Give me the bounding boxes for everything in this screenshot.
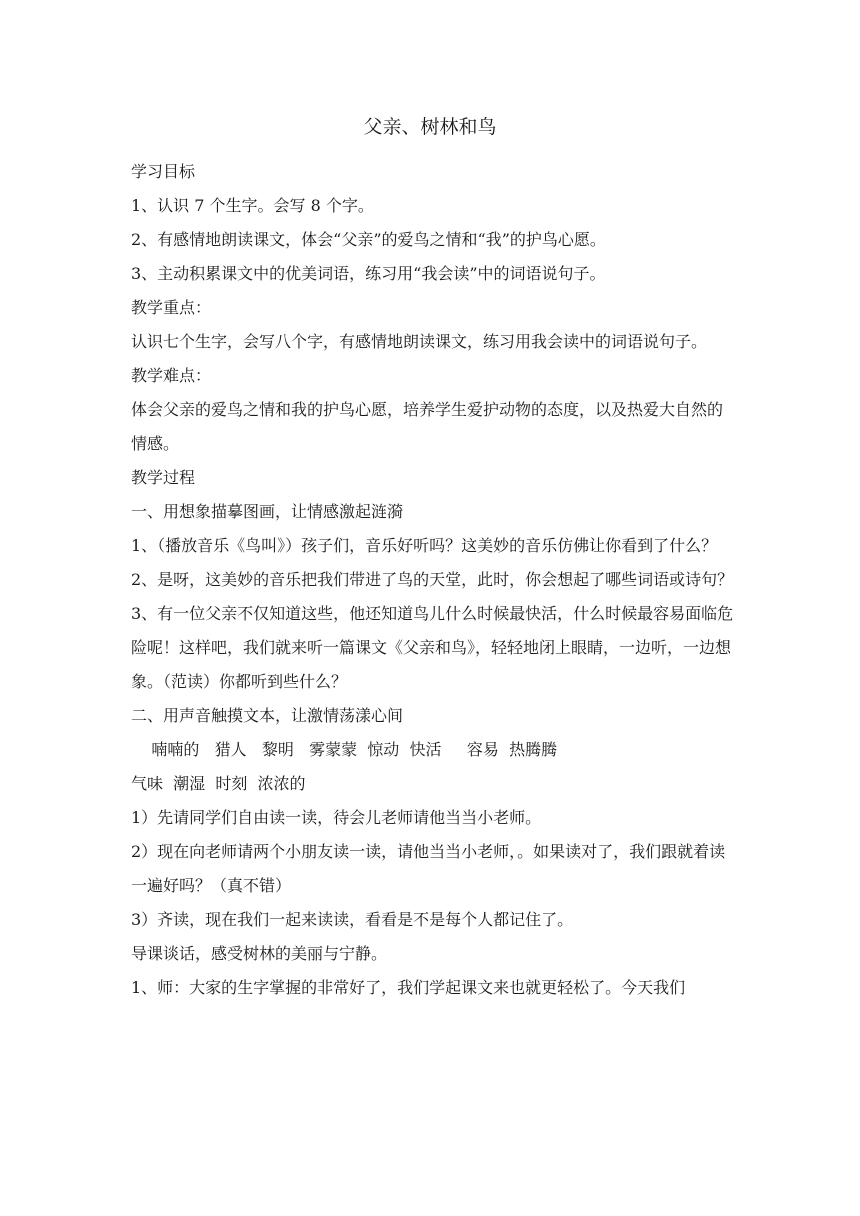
- paragraph: 1）先请同学们自由读一读，待会儿老师请他当当小老师。: [131, 808, 542, 827]
- document-title: 父亲、树林和鸟: [363, 116, 497, 138]
- document-body: [131, 155, 735, 1005]
- paragraph: 2、是呀，这美妙的音乐把我们带进了鸟的天堂，此时，你会想起了哪些词语或诗句？: [131, 570, 734, 589]
- section-heading-key-points: 教学重点：: [131, 298, 212, 317]
- section-heading-objectives: 学习目标: [131, 162, 196, 181]
- section-heading-process: 教学过程: [131, 468, 196, 487]
- paragraph: 二、用声音触摸文本，让激情荡漾心间: [131, 706, 404, 725]
- paragraph: 体会父亲的爱鸟之情和我的护鸟心愿，培养学生爱护动物的态度，以及热爱大自然的情感。: [131, 400, 724, 453]
- paragraph: 1、（播放音乐《鸟叫》）孩子们，音乐好听吗？这美妙的音乐仿佛让你看到了什么？: [131, 536, 718, 555]
- paragraph: 3、有一位父亲不仅知道这些，他还知道鸟儿什么时候最快活，什么时候最容易面临危险呢！这样吧，我们就来听一篇课文《父亲和鸟》，轻轻地闭上眼睛，一边听，一边想象。（范读）你都听到些什么？: [131, 604, 734, 691]
- vocabulary-line: 喃喃的 猎人 黎明 雾蒙蒙 惊动 快活 容易 热腾腾: [131, 740, 558, 759]
- paragraph: 2、有感情地朗读课文，体会“父亲”的爱鸟之情和“我”的护鸟心愿。: [131, 230, 606, 249]
- paragraph: 认识七个生字，会写八个字，有感情地朗读课文，练习用我会读中的词语说句子。: [131, 332, 708, 351]
- paragraph: 一、用想象描摹图画，让情感激起涟漪: [131, 502, 404, 521]
- section-heading-difficulties: 教学难点：: [131, 366, 212, 385]
- paragraph: 2）现在向老师请两个小朋友读一读，请他当当小老师，。如果读对了，我们跟就着读一遍好吗？（真不错）: [131, 842, 726, 895]
- paragraph: 3）齐读，现在我们一起来读读，看看是不是每个人都记住了。: [131, 910, 574, 929]
- paragraph: 1、认识 7 个生字。会写 8 个字。: [131, 196, 374, 215]
- paragraph: 1、师：大家的生字掌握的非常好了，我们学起课文来也就更轻松了。今天我们: [131, 978, 686, 997]
- vocabulary-line: 气味 潮湿 时刻 浓浓的: [131, 774, 306, 793]
- paragraph: 3、主动积累课文中的优美词语，练习用“我会读”中的词语说句子。: [131, 264, 606, 283]
- paragraph: 导课谈话，感受树林的美丽与宁静。: [131, 944, 388, 963]
